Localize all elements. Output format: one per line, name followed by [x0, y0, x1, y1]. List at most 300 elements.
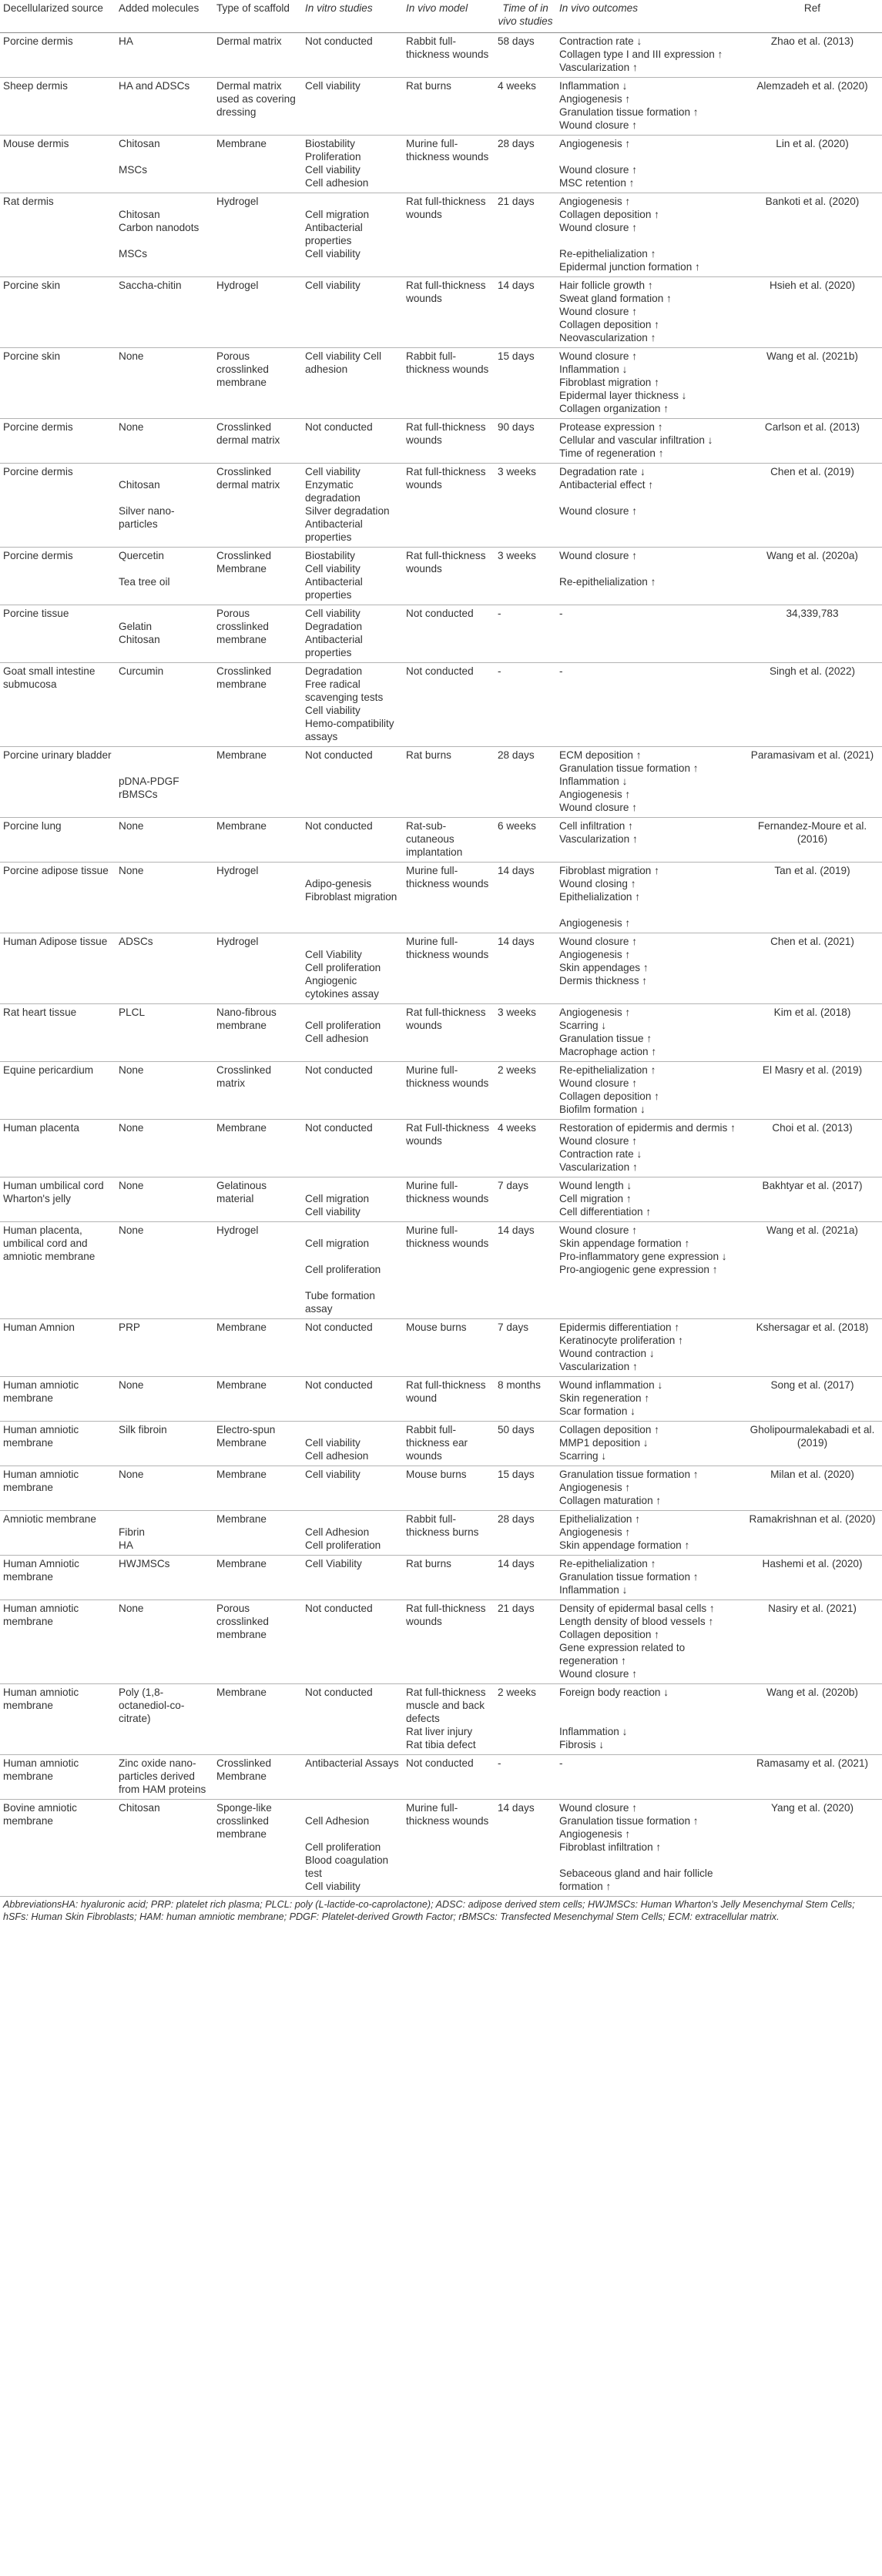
cell-line: Rat full-thickness wounds	[406, 196, 486, 220]
time-cell	[495, 1684, 556, 1755]
cell-line: Dermal matrix	[216, 35, 282, 47]
ref-cell	[743, 1800, 882, 1897]
scaffold-type-cell	[213, 1556, 302, 1600]
cell-line: -	[498, 1757, 501, 1769]
cell-line: Zhao et al. (2013)	[770, 35, 854, 47]
table-row	[0, 1466, 882, 1511]
cell-line: Enzymatic degradation	[305, 479, 361, 504]
cell-line	[119, 749, 210, 762]
added-molecules-cell	[116, 136, 213, 193]
cell-line: Inflammation ↓	[559, 1584, 628, 1596]
header-added-molecules: Added molecules	[119, 2, 200, 14]
cell-line: Wound closure ↑	[559, 802, 637, 813]
cell-line: Rat heart tissue	[3, 1007, 77, 1018]
cell-line: 58 days	[498, 35, 535, 47]
cell-line: Murine full-thickness wounds	[406, 936, 489, 960]
cell-line: Fibroblast migration ↑	[559, 865, 659, 876]
cell-line: Carlson et al. (2013)	[764, 421, 860, 433]
source-cell	[0, 548, 116, 605]
header-in-vitro-studies	[302, 0, 403, 33]
ref-cell	[743, 548, 882, 605]
outcomes-cell	[556, 1600, 743, 1684]
in-vivo-model-cell	[403, 933, 495, 1004]
header-time-text: Time of in vivo studies	[498, 2, 553, 27]
cell-line: Skin regeneration ↑	[559, 1392, 650, 1404]
table-row	[0, 348, 882, 419]
ref-cell	[743, 1600, 882, 1684]
cell-line: Cell viability	[305, 466, 361, 477]
cell-line: Porcine dermis	[3, 466, 73, 477]
cell-line	[559, 234, 739, 247]
time-cell	[495, 33, 556, 78]
cell-line: Equine pericardium	[3, 1064, 94, 1076]
table-row	[0, 1422, 882, 1466]
cell-line: Angiogenesis ↑	[559, 1526, 631, 1538]
cell-line: Foreign body reaction ↓	[559, 1687, 669, 1698]
source-cell	[0, 419, 116, 464]
cell-line: Scarring ↓	[559, 1020, 607, 1031]
scaffold-type-cell	[213, 1466, 302, 1511]
source-cell	[0, 1177, 116, 1222]
added-molecules-cell	[116, 605, 213, 663]
source-cell	[0, 1684, 116, 1755]
in-vitro-cell	[302, 548, 403, 605]
cell-line: Granulation tissue formation ↑	[559, 106, 699, 118]
in-vivo-model-cell	[403, 1004, 495, 1062]
cell-line: Vascularization ↑	[559, 1361, 638, 1372]
cell-line: Wound closure ↑	[559, 1135, 637, 1147]
cell-line: Wang et al. (2020b)	[766, 1687, 858, 1698]
cell-line: Porcine dermis	[3, 550, 73, 561]
source-cell	[0, 1600, 116, 1684]
added-molecules-cell	[116, 419, 213, 464]
cell-line: HWJMSCs	[119, 1558, 170, 1569]
cell-line	[559, 903, 739, 916]
cell-line: Human amniotic membrane	[3, 1424, 79, 1449]
cell-line: Porous crosslinked membrane	[216, 350, 269, 388]
cell-line: Rat Full-thickness wounds	[406, 1122, 490, 1147]
time-cell	[495, 348, 556, 419]
table-row	[0, 1062, 882, 1120]
cell-line: Fibrosis ↓	[559, 1739, 605, 1750]
scaffold-type-cell	[213, 1755, 302, 1800]
cell-line: Porcine lung	[3, 820, 62, 832]
table-row	[0, 1377, 882, 1422]
ref-cell	[743, 78, 882, 136]
time-cell	[495, 1377, 556, 1422]
cell-line: MSCs	[119, 164, 148, 176]
in-vitro-cell	[302, 1120, 403, 1177]
cell-line: Cell proliferation	[305, 962, 381, 973]
cell-line: Wound inflammation ↓	[559, 1379, 663, 1391]
cell-line: 8 months	[498, 1379, 541, 1391]
added-molecules-cell	[116, 193, 213, 277]
cell-line: Biofilm formation ↓	[559, 1104, 646, 1115]
table-row	[0, 548, 882, 605]
cell-line: Wound contraction ↓	[559, 1348, 655, 1359]
cell-line	[119, 562, 210, 575]
outcomes-cell	[556, 1062, 743, 1120]
cell-line: 14 days	[498, 1224, 535, 1236]
cell-line: Chitosan	[119, 1802, 160, 1814]
ref-cell	[743, 863, 882, 933]
scaffold-type-cell	[213, 1377, 302, 1422]
cell-line: Hair follicle growth ↑	[559, 280, 653, 291]
table-row	[0, 1511, 882, 1556]
added-molecules-cell	[116, 1511, 213, 1556]
table-row	[0, 1600, 882, 1684]
cell-line: Cell adhesion	[305, 1450, 369, 1462]
in-vitro-cell	[302, 277, 403, 348]
cell-line: Not conducted	[406, 608, 474, 619]
cell-line: Fernandez-Moure et al. (2016)	[757, 820, 867, 845]
cell-line: Fibroblast migration ↑	[559, 377, 659, 388]
cell-line: Human umbilical cord Wharton's jelly	[3, 1180, 104, 1204]
cell-line: 34,339,783	[786, 608, 839, 619]
cell-line: Not conducted	[406, 1757, 474, 1769]
ref-cell	[743, 1466, 882, 1511]
cell-line: 4 weeks	[498, 1122, 536, 1134]
cell-line: Human placenta	[3, 1122, 79, 1134]
outcomes-cell	[556, 818, 743, 863]
cell-line: Crosslinked matrix	[216, 1064, 272, 1089]
cell-line: Wound closure ↑	[559, 119, 637, 131]
cell-line	[305, 195, 400, 208]
cell-line: Murine full-thickness wounds	[406, 1064, 489, 1089]
cell-line: Inflammation ↓	[559, 80, 628, 92]
cell-line: Proliferation	[305, 151, 361, 162]
cell-line: Cell viability	[305, 248, 361, 260]
cell-line: HA	[119, 1539, 133, 1551]
table-row	[0, 419, 882, 464]
cell-line: Human placenta, umbilical cord and amniotic membrane	[3, 1224, 96, 1262]
in-vivo-model-cell	[403, 1062, 495, 1120]
in-vivo-model-cell	[403, 464, 495, 548]
header-type-of-scaffold: Type of scaffold	[216, 2, 290, 14]
cell-line: 6 weeks	[498, 820, 536, 832]
added-molecules-cell	[116, 1600, 213, 1684]
cell-line: Rat full-thickness wounds	[406, 1603, 486, 1627]
cell-line: Tea tree oil	[119, 576, 170, 588]
ref-cell	[743, 1177, 882, 1222]
in-vitro-cell	[302, 1556, 403, 1600]
added-molecules-cell	[116, 747, 213, 818]
cell-line: Chen et al. (2019)	[770, 466, 854, 477]
cell-line	[305, 1179, 400, 1192]
ref-cell	[743, 1120, 882, 1177]
scaffold-type-cell	[213, 818, 302, 863]
cell-line: Rabbit full-thickness wounds	[406, 35, 489, 60]
cell-line: Cell viability	[305, 1437, 361, 1449]
cell-line	[305, 1423, 400, 1436]
cell-line: None	[119, 865, 144, 876]
ref-cell	[743, 1556, 882, 1600]
in-vitro-cell	[302, 1511, 403, 1556]
cell-line: Not conducted	[305, 820, 373, 832]
cell-line: Cell viability	[305, 164, 361, 176]
cell-line: Human amniotic membrane	[3, 1757, 79, 1782]
table-row	[0, 277, 882, 348]
source-cell	[0, 464, 116, 548]
outcomes-cell	[556, 193, 743, 277]
cell-line: Antibacterial properties	[305, 518, 363, 543]
scaffold-type-cell	[213, 1600, 302, 1684]
cell-line: Cell migration	[305, 209, 370, 220]
cell-line: Biostability	[305, 550, 355, 561]
cell-line	[119, 150, 210, 163]
cell-line: Crosslinked dermal matrix	[216, 466, 280, 491]
cell-line: Biostability	[305, 138, 355, 149]
in-vitro-cell	[302, 1466, 403, 1511]
cell-line: Tan et al. (2019)	[774, 865, 850, 876]
header-ref: Ref	[803, 2, 821, 14]
in-vitro-cell	[302, 1600, 403, 1684]
cell-line: Granulation tissue formation ↑	[559, 762, 699, 774]
cell-line: 14 days	[498, 1802, 535, 1814]
source-cell	[0, 1556, 116, 1600]
cell-line: Mouse burns	[406, 1469, 467, 1480]
cell-line: Adipo-genesis	[305, 878, 372, 889]
cell-line: Antibacterial Assays	[305, 1757, 399, 1769]
cell-line: Kshersagar et al. (2018)	[756, 1321, 869, 1333]
in-vitro-cell	[302, 33, 403, 78]
cell-line: Collagen deposition ↑	[559, 1090, 659, 1102]
scaffold-type-cell	[213, 1684, 302, 1755]
scaffold-type-cell	[213, 747, 302, 818]
added-molecules-cell	[116, 1422, 213, 1466]
ref-cell	[743, 33, 882, 78]
in-vivo-model-cell	[403, 33, 495, 78]
cell-line: Porous crosslinked membrane	[216, 608, 269, 645]
ref-cell	[743, 1511, 882, 1556]
cell-line: Cell viability	[305, 80, 361, 92]
time-cell	[495, 419, 556, 464]
cell-line	[119, 762, 210, 775]
cell-line: Murine full-thickness wounds	[406, 1180, 489, 1204]
cell-line: None	[119, 1603, 144, 1614]
cell-line: Chitosan	[119, 479, 160, 491]
cell-line	[305, 1250, 400, 1263]
time-cell	[495, 78, 556, 136]
cell-line: None	[119, 820, 144, 832]
in-vivo-model-cell	[403, 136, 495, 193]
time-cell	[495, 747, 556, 818]
in-vivo-model-cell	[403, 1177, 495, 1222]
table-row	[0, 1177, 882, 1222]
added-molecules-cell	[116, 1062, 213, 1120]
cell-line: Wound closure ↑	[559, 1668, 637, 1680]
cell-line	[559, 1699, 739, 1712]
scaffold-type-cell	[213, 277, 302, 348]
cell-line: Angiogenesis ↑	[559, 1828, 631, 1840]
in-vivo-model-cell	[403, 747, 495, 818]
source-cell	[0, 193, 116, 277]
cell-line: Granulation tissue formation ↑	[559, 1815, 699, 1827]
cell-line: Human amniotic membrane	[3, 1469, 79, 1493]
cell-line: Angiogenesis ↑	[559, 789, 631, 800]
cell-line	[305, 1006, 400, 1019]
cell-line: Wound length ↓	[559, 1180, 632, 1191]
cell-line: -	[498, 608, 501, 619]
cell-line: Bakhtyar et al. (2017)	[762, 1180, 863, 1191]
cell-line: Vascularization ↑	[559, 62, 638, 73]
cell-line: Nano-fibrous membrane	[216, 1007, 277, 1031]
scaffold-type-cell	[213, 419, 302, 464]
table-row	[0, 33, 882, 78]
cell-line: Porcine skin	[3, 280, 61, 291]
outcomes-cell	[556, 548, 743, 605]
cell-line: Cell adhesion	[305, 177, 369, 189]
added-molecules-cell	[116, 464, 213, 548]
cell-line: Wound closure ↑	[559, 936, 637, 947]
source-cell	[0, 1466, 116, 1511]
cell-line: Porcine tissue	[3, 608, 69, 619]
source-cell	[0, 605, 116, 663]
cell-line: Rabbit full-thickness burns	[406, 1513, 479, 1538]
cell-line: Human amniotic membrane	[3, 1687, 79, 1711]
cell-line: Mouse burns	[406, 1321, 467, 1333]
cell-line: Crosslinked dermal matrix	[216, 421, 280, 446]
cell-line	[559, 562, 739, 575]
time-cell	[495, 605, 556, 663]
table-row	[0, 863, 882, 933]
outcomes-cell	[556, 1177, 743, 1222]
table-row	[0, 464, 882, 548]
cell-line: Keratinocyte proliferation ↑	[559, 1335, 683, 1346]
cell-line: Cell Viability	[305, 949, 362, 960]
cell-line: Membrane	[216, 1513, 267, 1525]
cell-line: Wound closing ↑	[559, 878, 636, 889]
cell-line: 21 days	[498, 196, 535, 207]
cell-line: 50 days	[498, 1424, 535, 1435]
cell-line: Chen et al. (2021)	[770, 936, 854, 947]
in-vivo-model-cell	[403, 1511, 495, 1556]
in-vivo-model-cell	[403, 1120, 495, 1177]
cell-line: Cell viability	[305, 1206, 361, 1218]
added-molecules-cell	[116, 1684, 213, 1755]
in-vivo-model-cell	[403, 1755, 495, 1800]
cell-line: Skin appendage formation ↑	[559, 1539, 690, 1551]
cell-line: Collagen deposition ↑	[559, 319, 659, 330]
outcomes-cell	[556, 1120, 743, 1177]
added-molecules-cell	[116, 548, 213, 605]
in-vitro-cell	[302, 1422, 403, 1466]
added-molecules-cell	[116, 277, 213, 348]
cell-line: Antibacterial properties	[305, 634, 363, 658]
cell-line: Wang et al. (2021b)	[766, 350, 858, 362]
cell-line: Murine full-thickness wounds	[406, 138, 489, 162]
cell-line: Wound closure ↑	[559, 550, 637, 561]
cell-line: Gelatin	[119, 621, 153, 632]
header-in-vivo-model	[403, 0, 495, 33]
cell-line: None	[119, 421, 144, 433]
cell-line: Hydrogel	[216, 280, 259, 291]
time-cell	[495, 863, 556, 933]
cell-line	[305, 864, 400, 877]
cell-line: Wound closure ↑	[559, 164, 637, 176]
cell-line: Porcine dermis	[3, 421, 73, 433]
cell-line: Cell proliferation	[305, 1020, 381, 1031]
cell-line: Cell viability	[305, 563, 361, 574]
cell-line: Silk fibroin	[119, 1424, 167, 1435]
added-molecules-cell	[116, 1800, 213, 1897]
scaffold-type-cell	[213, 663, 302, 747]
added-molecules-cell	[116, 1177, 213, 1222]
cell-line: 14 days	[498, 280, 535, 291]
cell-line	[559, 491, 739, 504]
cell-line: Song et al. (2017)	[770, 1379, 854, 1391]
cell-line: Re-epithelialization ↑	[559, 1064, 656, 1076]
time-cell	[495, 933, 556, 1004]
scaffold-type-cell	[213, 136, 302, 193]
cell-line: Epithelialization ↑	[559, 1513, 641, 1525]
cell-line: Gene expression related to regeneration ↑	[559, 1642, 686, 1667]
table-row	[0, 136, 882, 193]
cell-line: Dermal matrix used as covering dressing	[216, 80, 296, 118]
outcomes-cell	[556, 1466, 743, 1511]
table-row	[0, 818, 882, 863]
cell-line: Rat full-thickness wounds	[406, 466, 486, 491]
in-vitro-cell	[302, 747, 403, 818]
time-cell	[495, 1319, 556, 1377]
cell-line	[305, 1827, 400, 1841]
cell-line: Collagen type I and III expression ↑	[559, 49, 723, 60]
cell-line: Antibacterial effect ↑	[559, 479, 654, 491]
cell-line: 7 days	[498, 1180, 529, 1191]
cell-line: Skin appendage formation ↑	[559, 1238, 690, 1249]
cell-line: Epidermal junction formation ↑	[559, 261, 700, 273]
source-cell	[0, 1377, 116, 1422]
cell-line: Cell adhesion	[305, 1033, 369, 1044]
added-molecules-cell	[116, 348, 213, 419]
outcomes-cell	[556, 747, 743, 818]
cell-line: Sheep dermis	[3, 80, 68, 92]
in-vivo-model-cell	[403, 1377, 495, 1422]
table-row	[0, 933, 882, 1004]
in-vitro-cell	[302, 605, 403, 663]
in-vitro-cell	[302, 1800, 403, 1897]
added-molecules-cell	[116, 818, 213, 863]
source-cell	[0, 1422, 116, 1466]
cell-line: Epidermis differentiation ↑	[559, 1321, 680, 1333]
ref-cell	[743, 747, 882, 818]
source-cell	[0, 933, 116, 1004]
time-cell	[495, 464, 556, 548]
cell-line: Chitosan	[119, 634, 160, 645]
cell-line: Membrane	[216, 1379, 267, 1391]
source-cell	[0, 1120, 116, 1177]
table-row	[0, 1222, 882, 1319]
cell-line: Granulation tissue formation ↑	[559, 1469, 699, 1480]
cell-line: Cell infiltration ↑	[559, 820, 633, 832]
cell-line: Wound closure ↑	[559, 1077, 637, 1089]
header-in-vitro-text: In vitro studies	[305, 2, 373, 14]
cell-line: Gholipourmalekabadi et al. (2019)	[750, 1424, 875, 1449]
cell-line: MSCs	[119, 248, 148, 260]
cell-line: Angiogenesis ↑	[559, 93, 631, 105]
table-row	[0, 1556, 882, 1600]
cell-line: Rat liver injury	[406, 1726, 473, 1737]
cell-line: Contraction rate ↓	[559, 35, 642, 47]
in-vitro-cell	[302, 1222, 403, 1319]
scaffold-type-cell	[213, 348, 302, 419]
cell-line: 14 days	[498, 936, 535, 947]
cell-line: Fibrin	[119, 1526, 145, 1538]
cell-line: Not conducted	[305, 1321, 373, 1333]
ref-cell	[743, 818, 882, 863]
cell-line: Rat-sub-cutaneous implantation	[406, 820, 463, 858]
cell-line: Porcine urinary bladder	[3, 749, 112, 761]
